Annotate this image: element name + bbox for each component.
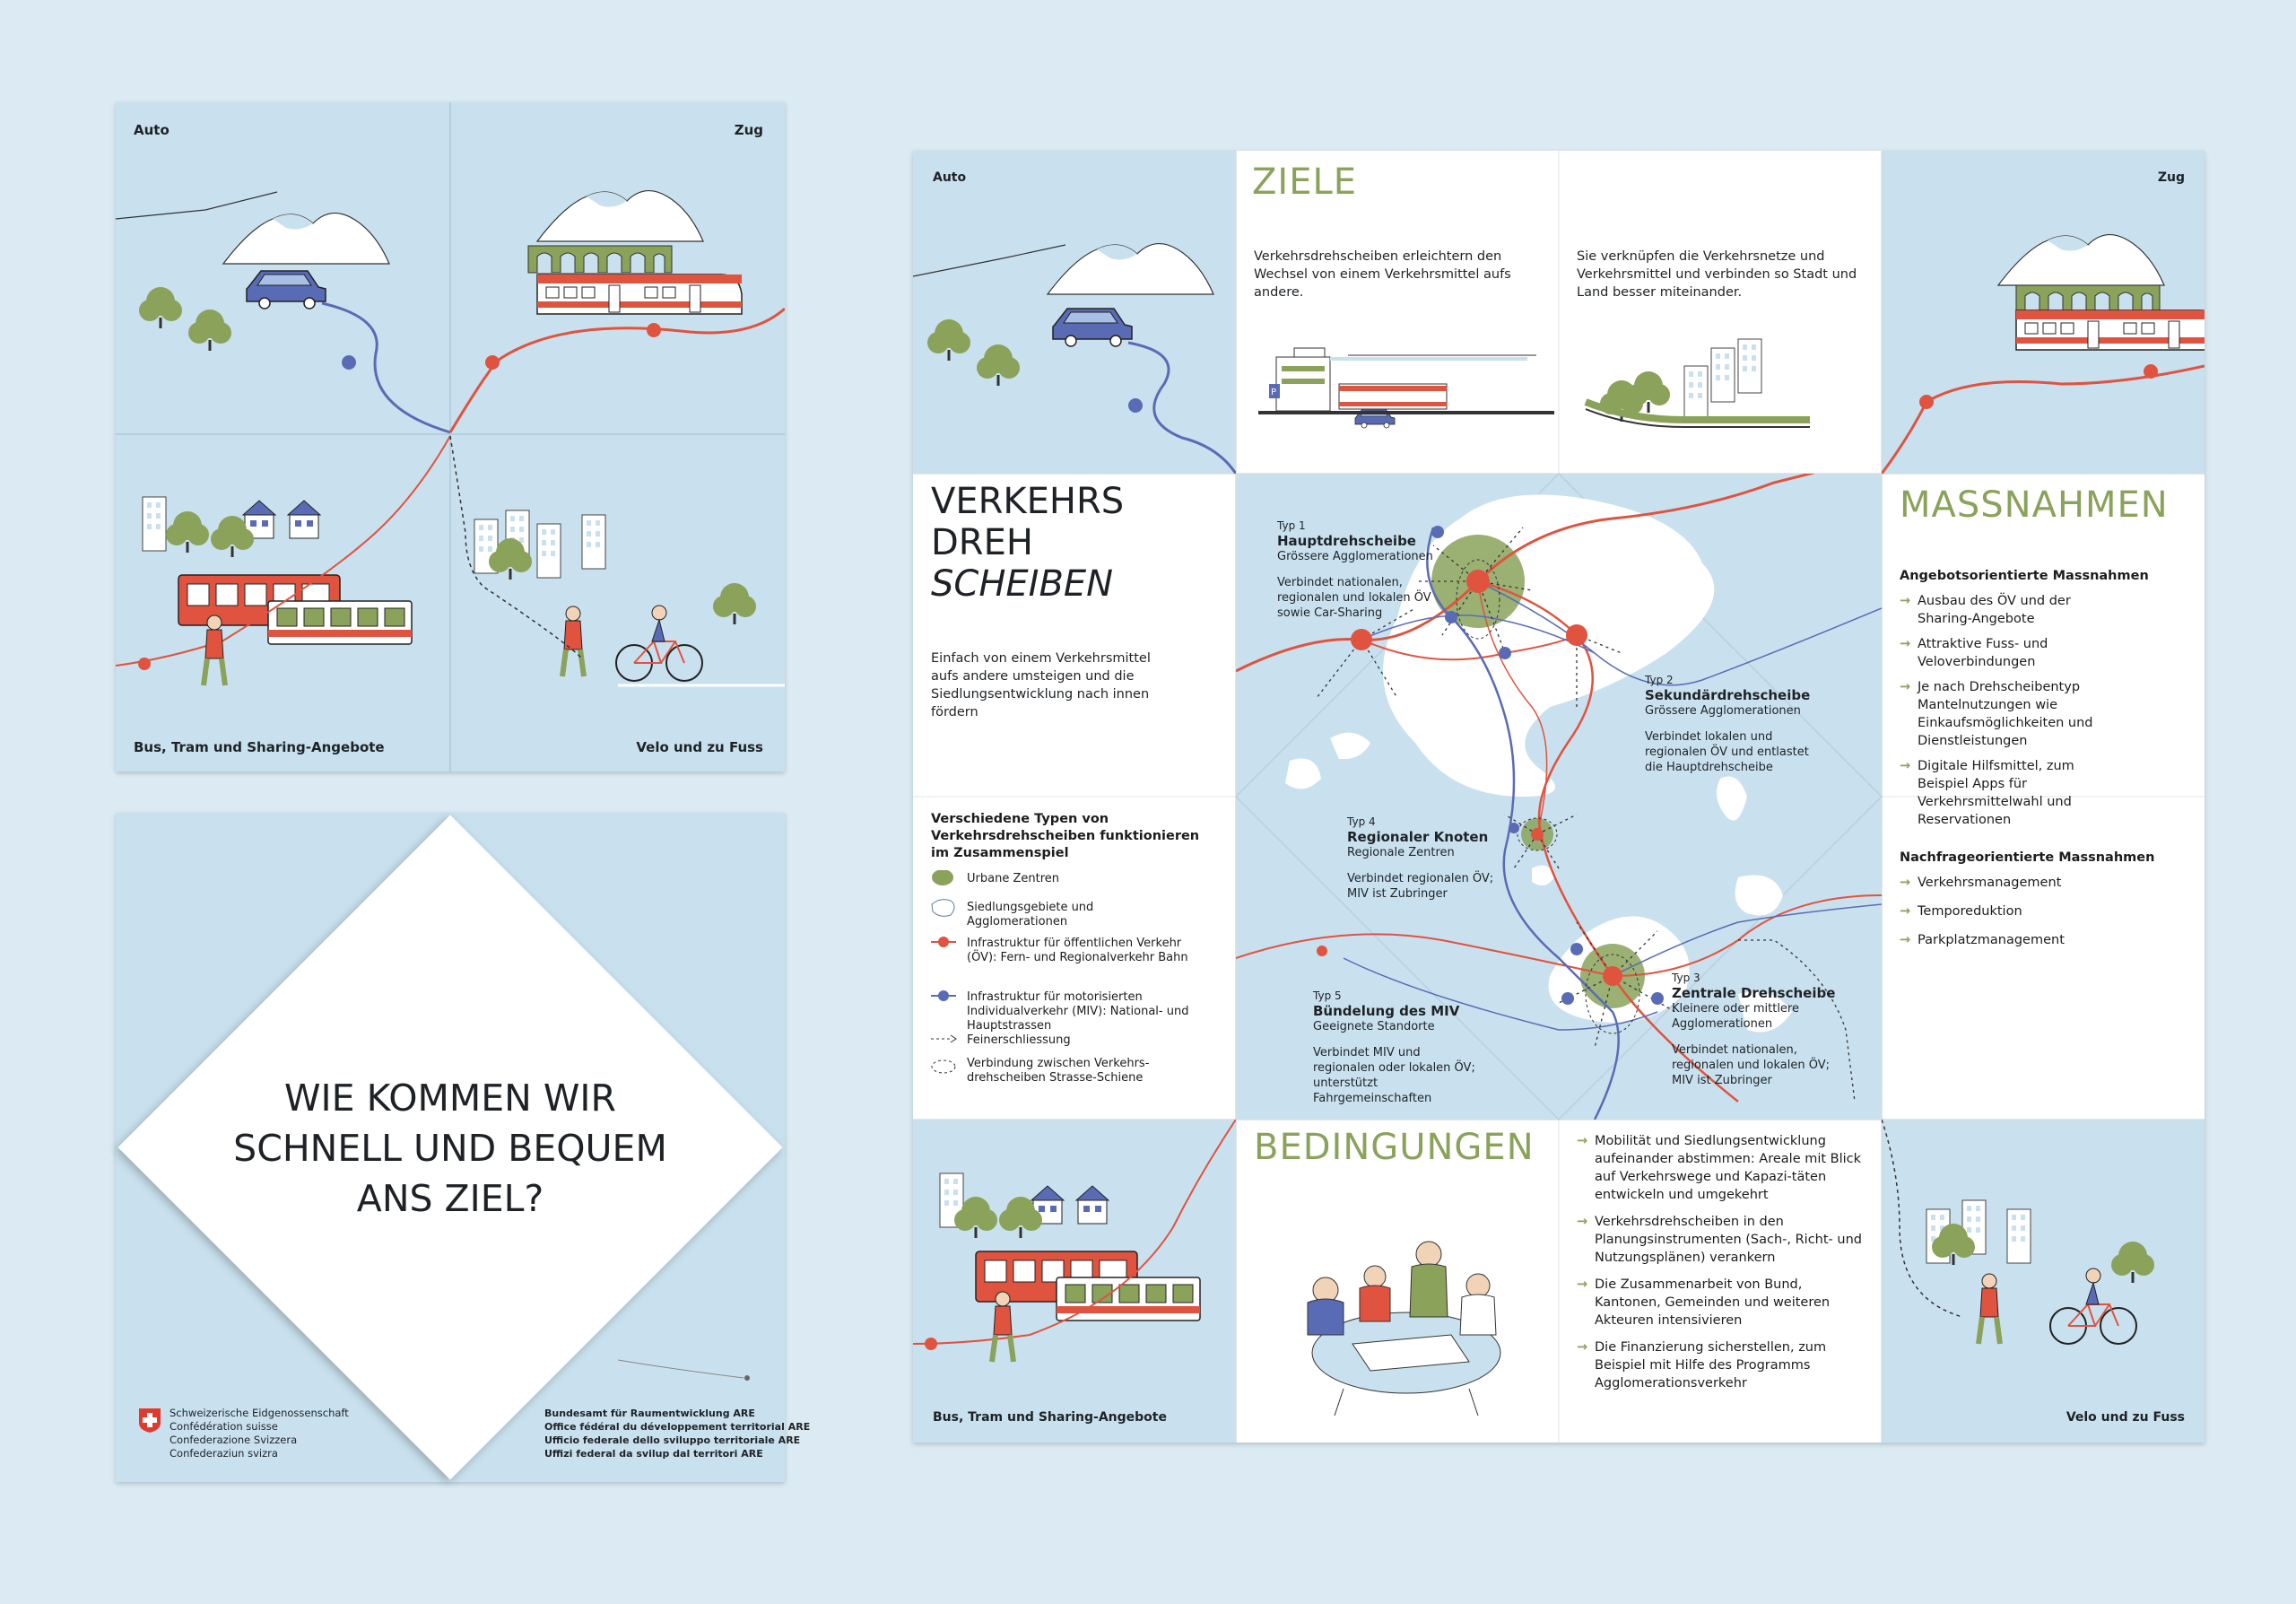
type-2 (1645, 673, 1833, 775)
angebot-heading: Angebotsorientierte Massnahmen (1900, 569, 2149, 583)
nachfrage-item-2: → Temporeduktion (1900, 902, 2187, 920)
type-4-name: Regionaler Knoten (1347, 829, 1489, 845)
bedingung-item-2: → Verkehrsdrehscheiben in den Planungsinstrumenten (Sach-, Richt- und Nutzungsplänen) verankern (1577, 1213, 1864, 1267)
type-3-desc: Verbindet nationalen, regionalen und lokalen ÖV; MIV ist Zubringer (1672, 1043, 1831, 1087)
office-name-de: Bundesamt für Raumentwicklung ARE (544, 1408, 755, 1419)
type-3-tag: Typ 3 (1672, 972, 1700, 984)
bedingung-item-4: → Die Finanzierung sicherstellen, zum Beispiel mit Hilfe des Programms Agglomerationsverkehr (1577, 1338, 1864, 1392)
ziele-text-right: Sie verknüpfen die Verkehrsnetze und Verkehrsmittel und verbinden so Stadt und Land besser miteinander. (1577, 249, 1857, 300)
title-panel (116, 813, 811, 1482)
bedingung-item-1: → Mobilität und Siedlungsentwicklung aufeinander abstimmen: Areale mit Blick auf Verkehrswege und Kapazi-täten entwickeln und umgekehrt (1577, 1132, 1864, 1204)
cover-label-bus: Bus, Tram und Sharing-Angebote (134, 739, 385, 755)
legend-swatches (931, 870, 958, 1103)
swiss-flag-icon (137, 1407, 162, 1434)
type-5 (1313, 989, 1492, 1106)
legend-item-siedlungsgebiete: Siedlungsgebiete und Agglomerationen (967, 901, 1094, 928)
parking-sign: P (1271, 388, 1277, 397)
type-4-sub: Regionale Zentren (1347, 846, 1455, 859)
spread-illustration-bottom-right (1882, 1120, 2205, 1443)
office-name-it: Ufficio federale dello sviluppo territoriale ARE (544, 1434, 801, 1446)
type-3-sub: Kleinere oder mittlere Agglomerationen (1672, 1002, 1799, 1031)
legend-item-feinerschliessung: Feinerschliessung (967, 1033, 1071, 1047)
legend (931, 811, 1218, 1098)
legend-item-oev: Infrastruktur für öffentlichen Verkehr (ÖV): Fern- und Regionalverkehr Bahn (967, 937, 1188, 964)
federal-name-de: Schweizerische Eidgenossenschaft (170, 1407, 349, 1419)
type-5-name: Bündelung des MIV (1313, 1003, 1460, 1019)
type-5-desc: Verbindet MIV und regionalen oder lokalen ÖV; unterstützt Fahrgemeinschaften (1313, 1046, 1475, 1105)
type-2-tag: Typ 2 (1645, 674, 1674, 686)
type-5-sub: Geeignete Standorte (1313, 1020, 1435, 1033)
type-1 (1277, 519, 1457, 621)
type-2-name: Sekundärdrehscheibe (1645, 687, 1811, 703)
angebot-item-4: → Digitale Hilfsmittel, zum Beispiel Apps für Verkehrsmittelwahl und Reservationen (1900, 757, 2124, 829)
angebot-item-2: → Attraktive Fuss- und Veloverbindungen (1900, 635, 2124, 671)
type-1-desc: Verbindet nationalen, regionalen und lokalen ÖV sowie Car-Sharing (1277, 576, 1431, 620)
cover-label-velo: Velo und zu Fuss (636, 739, 763, 755)
spread-main-title (931, 481, 1124, 605)
type-4-tag: Typ 4 (1347, 815, 1376, 828)
spread-illustration-bottom-left (913, 1120, 1236, 1443)
main-title-line-1: VERKEHRS (931, 481, 1125, 522)
type-4-desc: Verbindet regionalen ÖV; MIV ist Zubringer (1347, 872, 1494, 901)
type-5-tag: Typ 5 (1313, 989, 1342, 1002)
type-3-name: Zentrale Drehscheibe (1672, 985, 1836, 1001)
type-2-sub: Grössere Agglomerationen (1645, 704, 1801, 718)
spread-illustration-top-right (1882, 151, 2205, 474)
office-name-fr: Office fédéral du développement territorial ARE (544, 1421, 811, 1433)
type-1-tag: Typ 1 (1277, 519, 1306, 532)
angebot-item-1: → Ausbau des ÖV und der Sharing-Angebote (1900, 592, 2124, 628)
cover-illustration (116, 102, 785, 771)
ziele-city-illustration (1577, 330, 1846, 429)
spread-label-auto: Auto (933, 170, 967, 185)
massnahmen-heading: MASSNAHMEN (1900, 484, 2169, 526)
office-name-rm: Uffizi federal da svilup dal territori ARE (544, 1448, 763, 1460)
type-4 (1347, 815, 1518, 902)
federal-name-it: Confederazione Svizzera (170, 1434, 298, 1446)
main-title-line-2: DREH (931, 522, 1033, 563)
legend-item-verbindung: Verbindung zwischen Verkehrs-drehscheiben Strasse-Schiene (967, 1057, 1150, 1085)
spread-panel (913, 151, 2205, 1443)
bedingung-item-3: → Die Zusammenarbeit von Bund, Kantonen, Gemeinden und weiteren Akteuren intensivieren (1577, 1276, 1864, 1329)
type-2-desc: Verbindet lokalen und regionalen ÖV und entlastet die Hauptdrehscheibe (1645, 730, 1809, 774)
cover-title-line-2: SCHNELL UND BEQUEM (233, 1127, 667, 1170)
ziele-heading: ZIELE (1252, 161, 1358, 203)
type-3 (1672, 971, 1860, 1088)
ziele-text-left: Verkehrsdrehscheiben erleichtern den Wechsel von einem Verkehrsmittel aufs andere. (1254, 249, 1511, 300)
cover-panel (116, 102, 785, 771)
legend-heading: Verschiedene Typen von Verkehrsdrehscheiben funktionieren im Zusammenspiel (931, 812, 1200, 860)
spread-label-velo: Velo und zu Fuss (2066, 1410, 2185, 1425)
ziele-station-illustration (1258, 330, 1554, 429)
bedingungen-list (1577, 1132, 1864, 1399)
main-title-line-3: SCHEIBEN (931, 563, 1114, 605)
nachfrage-heading: Nachfrageorientierte Massnahmen (1900, 850, 2155, 865)
cover-label-auto: Auto (134, 122, 170, 138)
office-names (544, 1407, 810, 1460)
nachfrage-list (1900, 874, 2187, 949)
cover-title-line-3: ANS ZIEL? (356, 1177, 544, 1220)
angebot-list (1900, 592, 2187, 829)
type-1-sub: Grössere Agglomerationen (1277, 550, 1433, 563)
nachfrage-item-3: → Parkplatzmanagement (1900, 931, 2187, 949)
legend-item-urbane-zentren: Urbane Zentren (967, 872, 1059, 885)
bedingungen-heading: BEDINGUNGEN (1254, 1127, 1535, 1168)
cover-label-zug: Zug (734, 122, 763, 138)
bedingungen-meeting-illustration (1290, 1227, 1523, 1416)
angebot-item-3: → Je nach Drehscheibentyp Mantelnutzungen wie Einkaufsmöglichkeiten und Dienstleistungen (1900, 678, 2151, 750)
legend-item-miv: Infrastruktur für motorisierten Individualverkehr (MIV): National- und Hauptstrassen (967, 990, 1189, 1033)
type-1-name: Hauptdrehscheibe (1277, 533, 1416, 549)
spread-label-zug: Zug (2157, 170, 2185, 185)
spread-intro: Einfach von einem Verkehrsmittel aufs andere umsteigen und die Siedlungsentwicklung nach innen fördern (931, 651, 1151, 719)
nachfrage-item-1: → Verkehrsmanagement (1900, 874, 2187, 892)
federal-name-fr: Confédération suisse (170, 1420, 278, 1433)
cover-title-line-1: WIE KOMMEN WIR (284, 1077, 616, 1120)
decor-curve (116, 813, 785, 1482)
massnahmen-content (1900, 569, 2187, 956)
spread-label-bus: Bus, Tram und Sharing-Angebote (933, 1410, 1167, 1425)
federal-name-rm: Confederaziun svizra (170, 1447, 278, 1460)
spread-illustration-top-left (913, 151, 1236, 474)
federal-names (170, 1407, 349, 1460)
